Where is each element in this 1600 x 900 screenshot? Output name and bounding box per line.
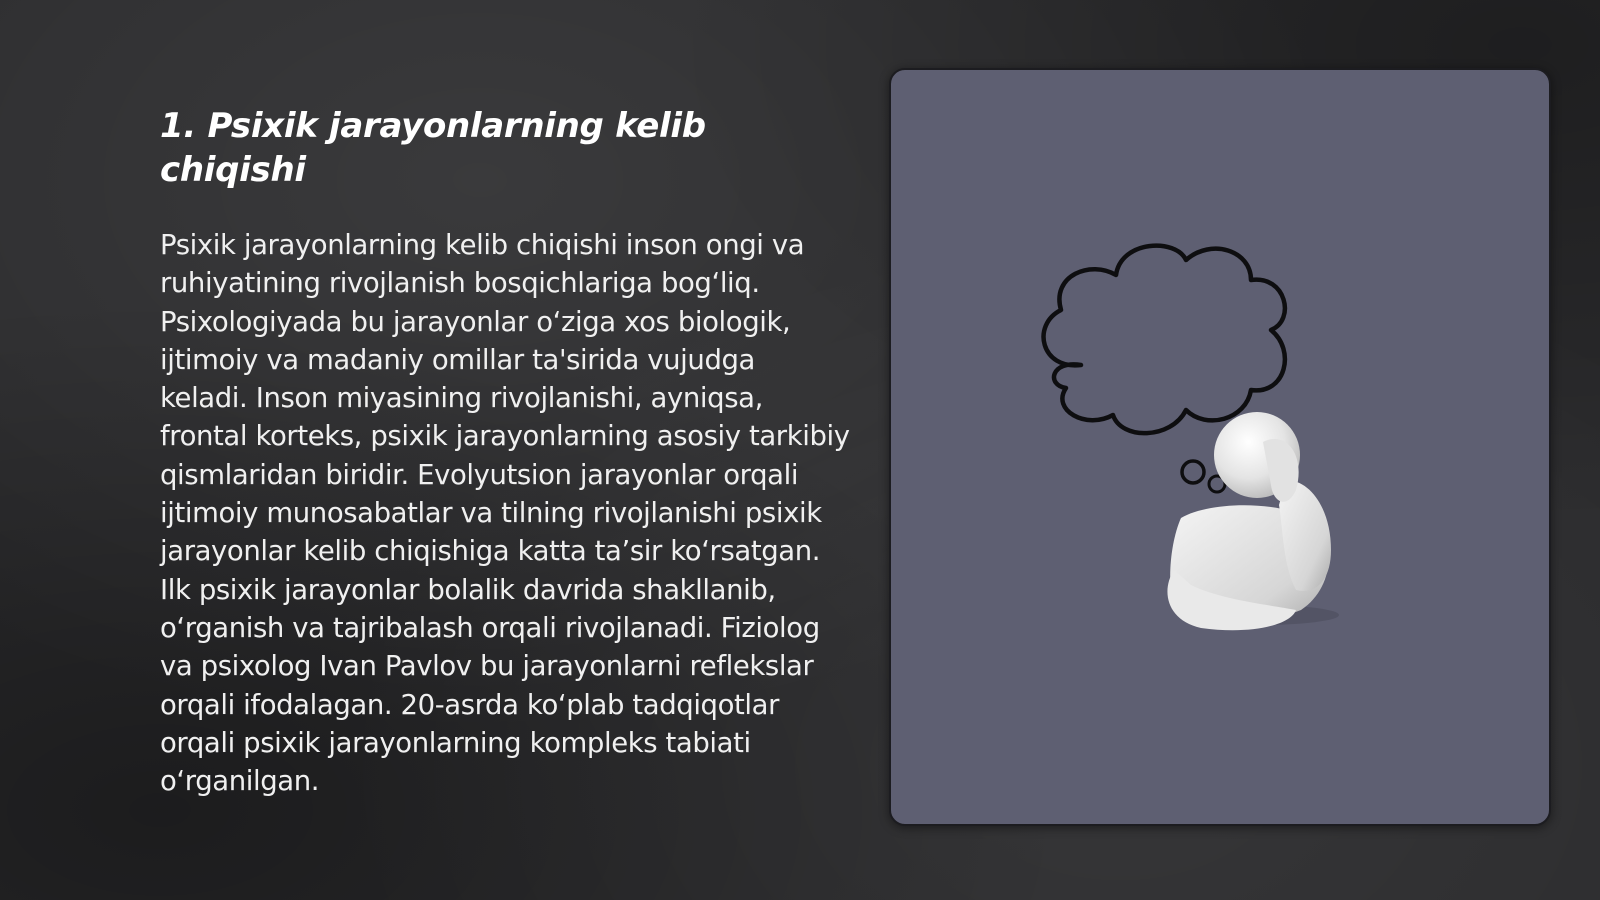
slide-body-text: Psixik jarayonlarning kelib chiqishi inson ongi va ruhiyatining rivojlanish bosqichlariga bog‘liq. Psixologiyada bu jarayonlar o‘ziga xos biologik, ijtimoiy va madaniy omillar ta'sirida vujudga keladi. Inson miyasining rivojlanishi, ayniqsa, frontal korteks, psixik jarayonlarning asosiy tarkibiy qismlaridan biridir. Evolyutsion jarayonlar orqali ijtimoiy munosabatlar va tilning rivojlanishi psixik jarayonlar kelib chiqishiga katta ta’sir ko‘rsatgan. Ilk psixik jarayonlar bolalik davrida shakllanib, o‘rganish va tajribalash orqali rivojlanadi. Fiziolog va psixolog Ivan Pavlov bu jarayonlarni reflekslar orqali ifodalagan. 20-asrda ko‘plab tadqiqotlar orqali psixik jarayonlarning kompleks tabiati o‘rganilgan. <box>160 229 850 798</box>
thought-bubble <box>1044 246 1285 434</box>
text-block <box>160 104 850 800</box>
image-panel <box>889 68 1551 826</box>
thought-bubble-dot-large <box>1182 461 1204 483</box>
person-figure <box>1167 412 1339 630</box>
slide-title: 1. Psixik jarayonlarning kelib chiqishi <box>160 106 706 190</box>
thinking-person-with-thought-bubble-icon <box>891 70 1549 824</box>
